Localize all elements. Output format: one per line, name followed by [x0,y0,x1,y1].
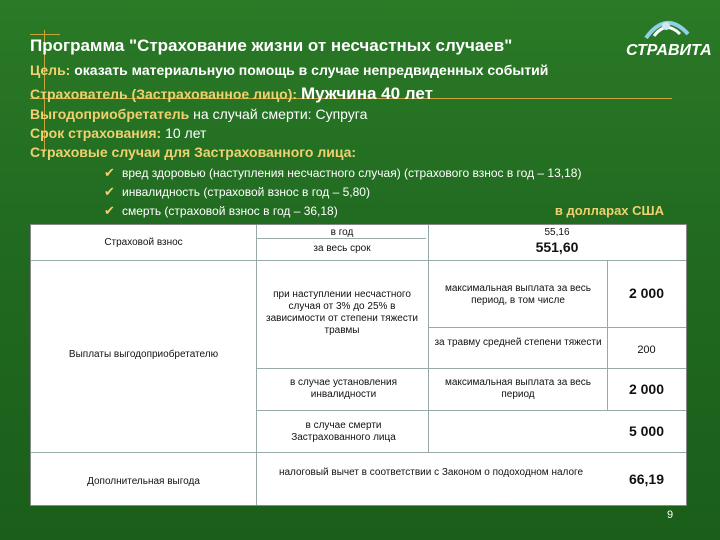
list-item [104,163,664,182]
currency-note: в долларах США [554,203,664,218]
page-number: 9 [667,509,674,521]
table-divider [31,260,686,261]
injury-condition: при наступлении несчастного случая от 3% до 25% в зависимости от степени тяжести травмы [265,289,419,336]
checkmark-icon: ✔ [104,203,115,218]
table-divider [31,452,686,453]
beneficiary-middle: на случай смерти: [193,106,312,122]
goal-label: Цель: [30,62,71,78]
death-condition: в случае смерти Застрахованного лица [291,420,396,443]
insured-value: Мужчина 40 лет [300,84,433,103]
insured-cases-list [104,163,664,220]
list-item [104,201,664,220]
checkmark-icon: ✔ [104,165,115,180]
medium-injury-label: за травму средней степени тяжести [434,337,602,348]
max-payout-value: 2 000 [628,381,665,397]
max-payout-label: максимальная выплата за весь период [444,377,592,400]
cases-title [30,144,356,160]
table-divider [256,368,686,369]
term-line [30,125,206,141]
table-divider [428,225,429,452]
bullet-text: вред здоровью (наступления несчастного случая) (страхового взнос в год – 13,18) [122,166,582,180]
stravita-logo [626,14,712,72]
slide-title: Программа "Страхование жизни от несчастных случаев" [30,36,513,55]
logo-emblem-icon [626,14,706,44]
logo-text: СТРАВИТА [626,42,712,59]
term-label: Срок страхования: [30,125,162,141]
max-payout-incl-label: максимальная выплата за весь период, в том числе [444,283,592,306]
beneficiary-value: Супруга [315,106,368,122]
beneficiary-line [30,106,367,122]
checkmark-icon: ✔ [104,184,115,199]
goal-text: оказать материальную помощь в случае непредвиденных событий [74,62,549,78]
insured-label: Страхователь (Застрахованное лицо): [30,86,298,102]
insurance-table [30,224,687,506]
medium-injury-value: 200 [637,344,656,356]
tax-deduction-value: 66,19 [628,471,665,487]
term-value: 10 лет [165,125,207,141]
table-divider [256,225,257,505]
full-term-label: за весь срок [313,243,371,254]
insured-line [30,84,433,104]
cases-title-text: Страховые случаи для Застрахованного лица: [30,144,357,160]
premium-label: Страховой взнос [104,237,183,248]
disability-condition: в случае установления инвалидности [289,377,398,400]
max-payout-incl-value: 2 000 [628,285,665,301]
full-term-value: 551,60 [535,239,579,255]
goal-line [30,62,630,78]
per-year-value: 55,16 [544,227,570,238]
bullet-text: смерть (страховой взнос в год – 36,18) [122,204,338,218]
table-divider [428,327,686,328]
table-divider [256,410,686,411]
extra-benefit-label: Дополнительная выгода [87,476,200,487]
per-year-label: в год [330,227,354,238]
tax-deduction-text: налоговый вычет в соответствии с Законом о подоходном налоге [278,467,584,478]
decorative-line-top-horizontal [30,34,60,35]
payouts-label: Выплаты выгодоприобретателю [68,349,219,360]
list-item [104,182,664,201]
death-value: 5 000 [628,423,665,439]
beneficiary-label: Выгодоприобретатель [30,106,190,122]
bullet-text: инвалидность (страховой взнос в год – 5,80) [122,185,370,199]
